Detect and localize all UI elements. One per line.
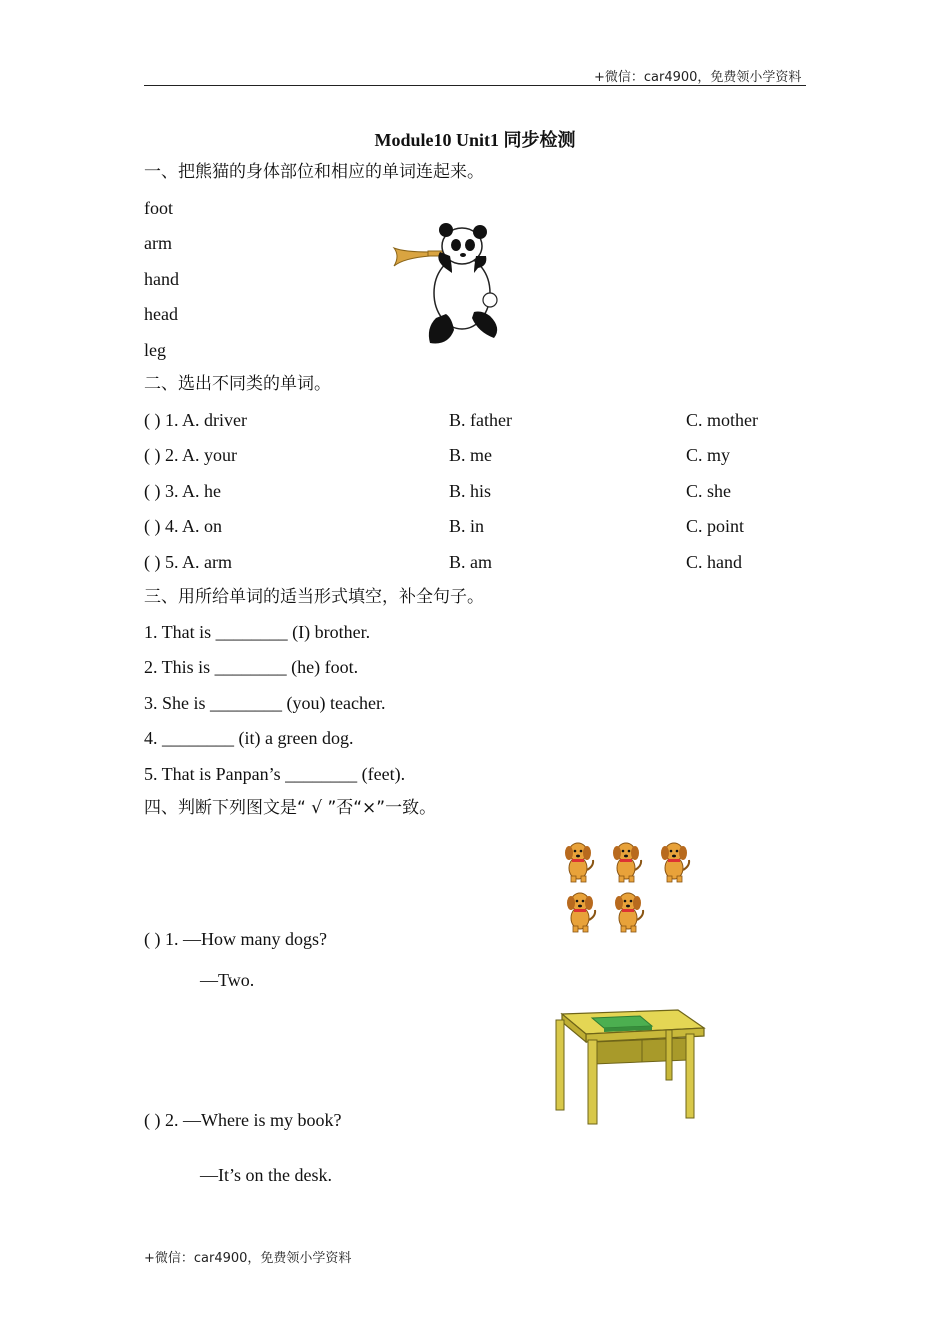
word-head: head	[144, 304, 178, 324]
judge-answer-1: —Two.	[200, 970, 255, 990]
judge-question-1: ( ) 1. —How many dogs?	[144, 929, 327, 949]
footer-note: +微信：car4900，免费领小学资料	[144, 1251, 352, 1266]
fill-item-5: 5. That is Panpan’s ________ (feet).	[144, 764, 406, 784]
header-note: +微信：car4900，免费领小学资料	[594, 70, 802, 85]
section1-heading: 一、把熊猫的身体部位和相应的单词连起来。	[144, 162, 484, 182]
five-dogs-illustration	[560, 840, 700, 940]
choice-row-3-c: C. she	[686, 481, 731, 501]
panda-trumpet-illustration	[390, 218, 505, 348]
choice-row-4-c: C. point	[686, 516, 745, 536]
dog-4	[567, 893, 595, 932]
choice-row-4-a: ( ) 4. A. on	[144, 516, 222, 536]
section3-heading: 三、用所给单词的适当形式填空，补全句子。	[144, 587, 484, 607]
dog-2	[613, 843, 641, 882]
choice-row-1-c: C. mother	[686, 410, 758, 430]
choice-row-1-b: B. father	[449, 410, 512, 430]
choice-row-3-a: ( ) 3. A. he	[144, 481, 221, 501]
choice-row-1-a: ( ) 1. A. driver	[144, 410, 247, 430]
dog-5	[615, 893, 643, 932]
word-foot: foot	[144, 198, 173, 218]
fill-item-4: 4. ________ (it) a green dog.	[144, 728, 354, 748]
choice-row-2-b: B. me	[449, 445, 492, 465]
section4-heading: 四、判断下列图文是“ √ ”否“×”一致。	[144, 798, 437, 818]
fill-item-2: 2. This is ________ (he) foot.	[144, 657, 359, 677]
choice-row-4-b: B. in	[449, 516, 485, 536]
fill-item-3: 3. She is ________ (you) teacher.	[144, 693, 386, 713]
choice-row-5-a: ( ) 5. A. arm	[144, 552, 232, 572]
choice-row-3-b: B. his	[449, 481, 492, 501]
fill-item-1: 1. That is ________ (I) brother.	[144, 622, 371, 642]
judge-answer-2: —It’s on the desk.	[200, 1165, 332, 1185]
choice-row-5-b: B. am	[449, 552, 492, 572]
word-hand: hand	[144, 269, 179, 289]
judge-question-2: ( ) 2. —Where is my book?	[144, 1110, 342, 1130]
choice-row-2-c: C. my	[686, 445, 731, 465]
section2-heading: 二、选出不同类的单词。	[144, 374, 331, 394]
dog-1	[565, 843, 593, 882]
dog-3	[661, 843, 689, 882]
choice-row-5-c: C. hand	[686, 552, 742, 572]
choice-row-2-a: ( ) 2. A. your	[144, 445, 237, 465]
header-rule	[144, 85, 806, 86]
word-arm: arm	[144, 233, 172, 253]
word-leg: leg	[144, 340, 166, 360]
page-title: Module10 Unit1 同步检测	[374, 130, 576, 150]
desk-with-book-illustration	[548, 1008, 706, 1128]
